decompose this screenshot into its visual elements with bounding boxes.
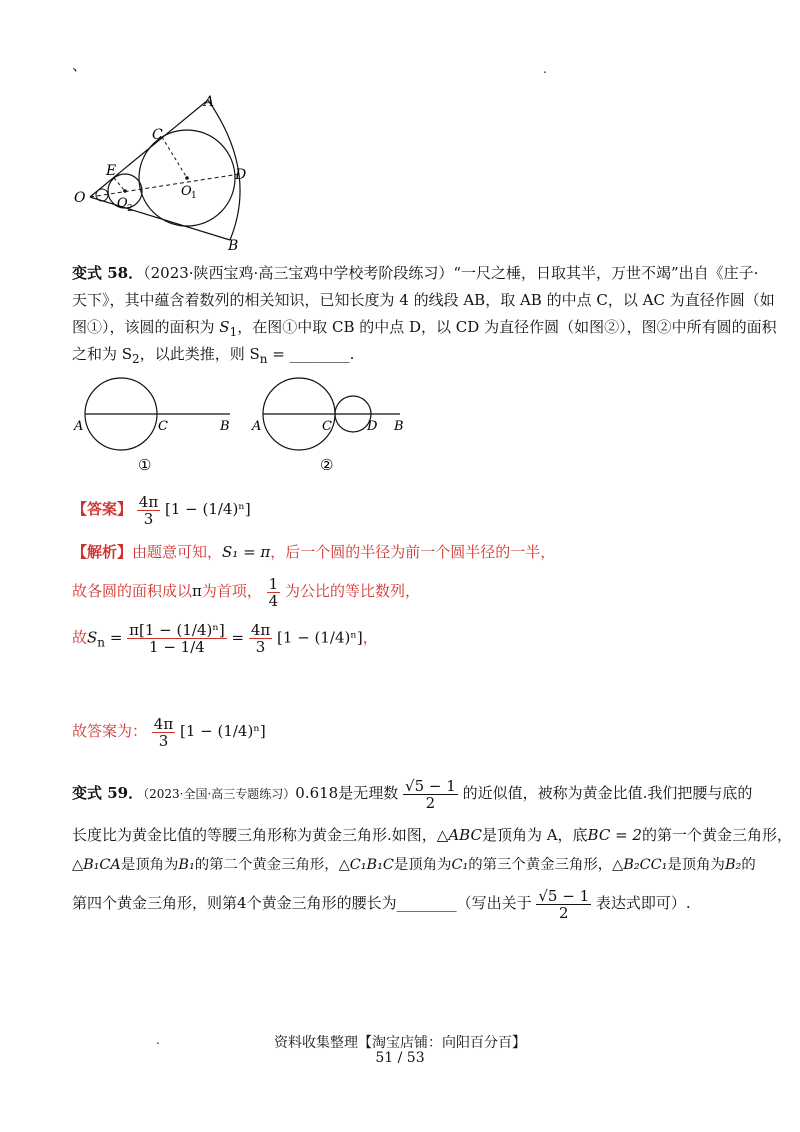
v59-line3: △B₁CA是顶角为B₁的第二个黄金三角形，△C₁B₁C是顶角为C₁的第三个黄金三角形，△B₂CC₁是顶角为B₂的 bbox=[72, 857, 756, 873]
footer-source: 资料收集整理【淘宝店铺：向阳百分百】 bbox=[274, 1035, 526, 1051]
fig2-label-B: B bbox=[394, 419, 404, 434]
label-O1-sub: 1 bbox=[191, 191, 197, 201]
label-O: O bbox=[74, 190, 86, 206]
fig2-caption: ② bbox=[320, 456, 334, 474]
footer-dot: . bbox=[156, 1033, 160, 1047]
v58-line4: 之和为 $S_2$，以此类推，则 $S_n$ = ________. bbox=[72, 345, 355, 366]
v58-answer: 【答案】 $\frac{4\pi}{3}$ [1 − (1/4)ⁿ] bbox=[72, 492, 251, 528]
v58-title: 变式 58． bbox=[72, 264, 144, 282]
label-O1: O bbox=[181, 184, 192, 199]
label-E: E bbox=[106, 163, 117, 179]
segment-EO2 bbox=[114, 178, 125, 191]
page-number: 51 / 53 bbox=[375, 1050, 425, 1066]
fig2-label-C: C bbox=[322, 419, 332, 434]
fig2-label-D: D bbox=[367, 419, 378, 434]
fig2-label-A: A bbox=[252, 419, 262, 434]
v58-line1: 变式 58．（2023·陕西宝鸡·高三宝鸡中学校考阶段练习）“一尺之棰，日取其半，万世不竭”出自《庄子· bbox=[72, 264, 759, 282]
v58-line3: 图①），该圆的面积为 $S_1$，在图①中取 CB 的中点 D，以 CD 为直径作圆（如图②），图②中所有圆的面积 bbox=[72, 318, 777, 339]
v58-analysis-line3: 故$S_n$ = $\frac{\text{π[1 − (1/4)ⁿ]}}{1 - 1/4}$ = $\frac{4\pi}{3}$ [1 − (1/4)ⁿ]， bbox=[72, 621, 378, 656]
v58-analysis-line2: 故各圆的面积成以π为首项， $\frac{1}{4}$ 为公比的等比数列， bbox=[72, 574, 421, 610]
v58-figure-1 bbox=[70, 372, 240, 480]
v58-final-answer: 故答案为： $\frac{4\pi}{3}$ [1 − (1/4)ⁿ] bbox=[72, 714, 266, 750]
point-O1 bbox=[185, 176, 189, 180]
label-D: D bbox=[235, 167, 247, 183]
label-A: A bbox=[204, 94, 215, 110]
top-mark-left: 、 bbox=[72, 56, 88, 74]
label-C: C bbox=[152, 127, 163, 143]
fig1-label-B: B bbox=[220, 419, 230, 434]
v59-title: 变式 59． bbox=[72, 784, 144, 802]
label-B: B bbox=[228, 238, 239, 252]
v58-figure-2 bbox=[248, 372, 418, 480]
v59-line2: 长度比为黄金比值的等腰三角形称为黄金三角形.如图，△ABC是顶角为 A，底BC = 2的第一个黄金三角形， bbox=[72, 826, 792, 844]
segment-CO1 bbox=[162, 137, 187, 178]
label-O2-sub: 2 bbox=[127, 204, 133, 214]
fig1-label-C: C bbox=[158, 419, 168, 434]
v59-line1: 变式 59．（2023·全国·高三专题练习）0.618是无理数 $\frac{√5 - 1}{2}$ 的近似值，被称为黄金比值.我们把腰与底的 bbox=[72, 776, 753, 812]
fig1-label-A: A bbox=[74, 419, 84, 434]
v59-line4: 第四个黄金三角形，则第4个黄金三角形的腰长为________（写出关于 $\frac{√5 - 1}{2}$ 表达式即可）. bbox=[72, 886, 691, 922]
ray-OB bbox=[90, 197, 230, 240]
v58-analysis-line1: 【解析】由题意可知，S₁ = π，后一个圆的半径为前一个圆半径的一半， bbox=[72, 543, 556, 561]
sector-circles-figure bbox=[70, 92, 270, 252]
v58-line2: 天下》，其中蕴含着数列的相关知识，已知长度为 4 的线段 AB，取 AB 的中点 C，以 AC 为直径作圆（如 bbox=[72, 291, 775, 309]
label-O2: O bbox=[117, 196, 128, 211]
fig1-caption: ① bbox=[138, 456, 152, 474]
top-mark-right: . bbox=[543, 62, 547, 76]
point-O2 bbox=[123, 189, 127, 193]
